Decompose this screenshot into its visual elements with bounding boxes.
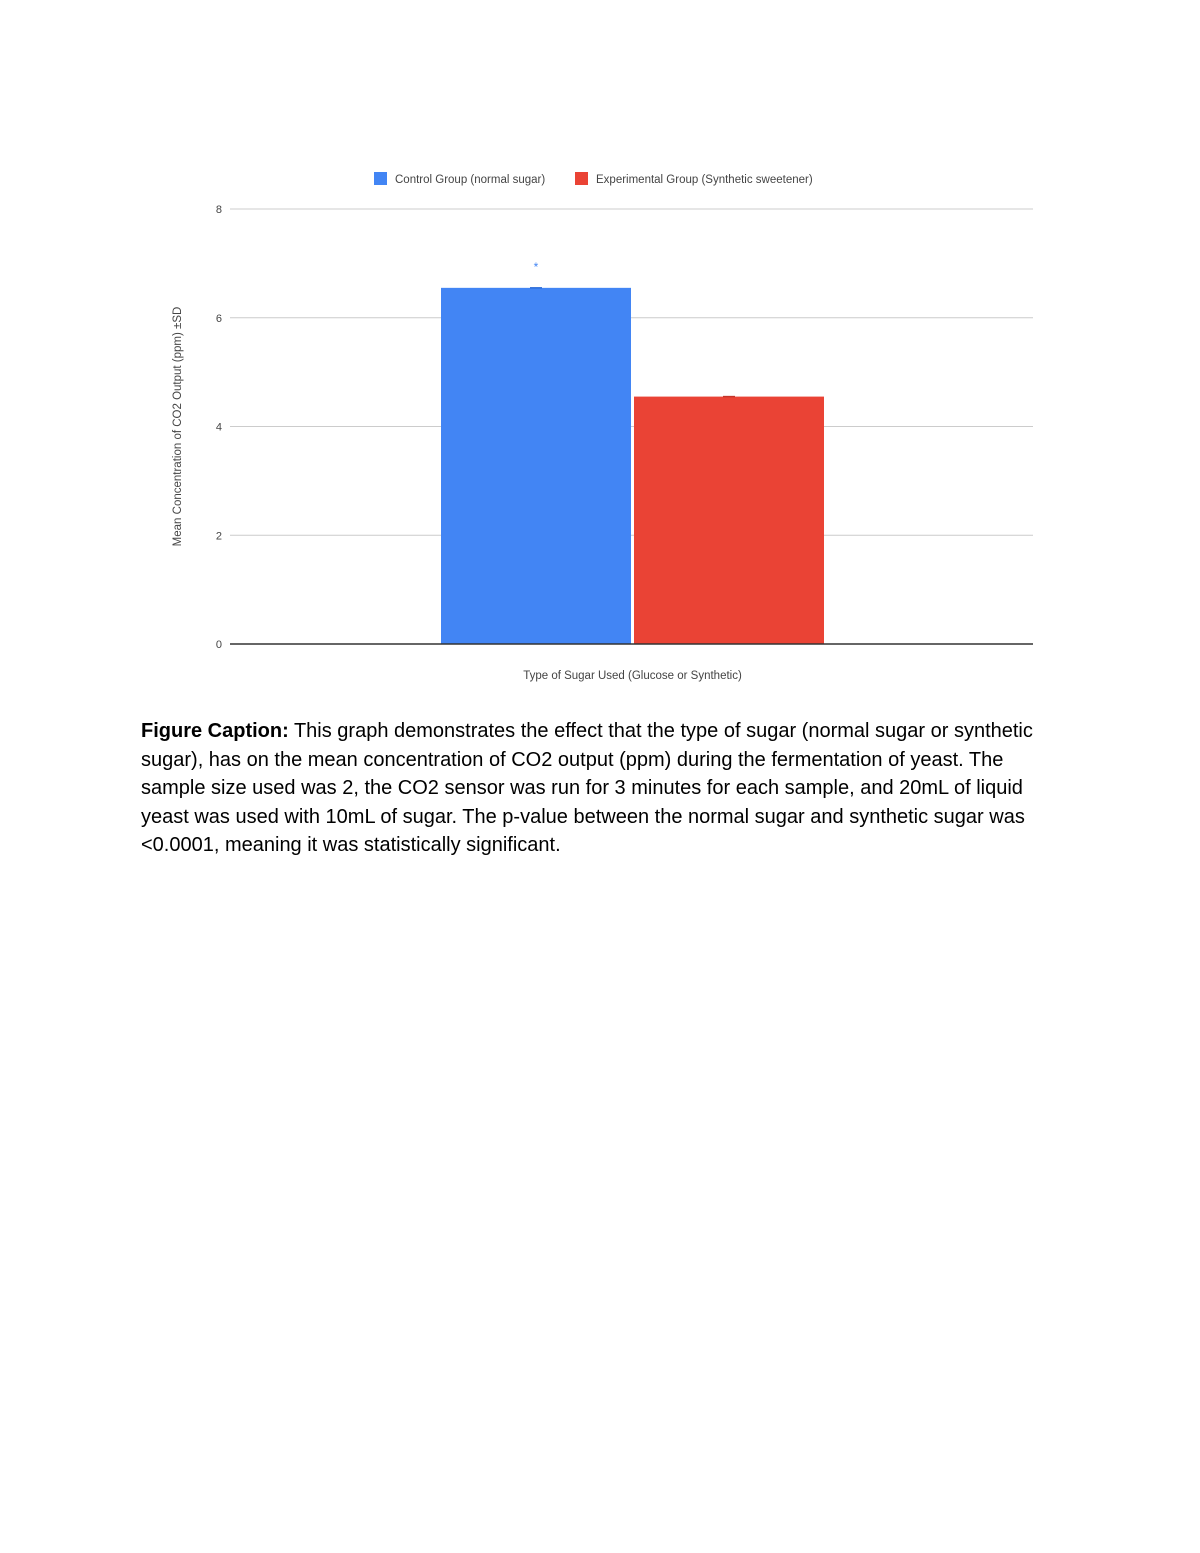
legend-swatch-1 — [575, 172, 588, 185]
y-tick-label-8: 8 — [215, 204, 222, 216]
bars — [441, 288, 824, 644]
caption-text: This graph demonstrates the effect that the type of sugar (normal sugar or synthetic sugar), has on the mean concentration of CO2 output (ppm) during the fermentation of yeast. The sample size used was 2, the CO2 sensor was run for 3 minutes for each sample, and 20mL of liquid yeast was used with 10mL of sugar. The p-value between the normal sugar and synthetic sugar was <0.0001, meaning it was statistically significant. — [141, 720, 1033, 857]
y-tick-label-0: 0 — [215, 639, 222, 651]
x-axis-label: Type of Sugar Used (Glucose or Synthetic) — [523, 670, 742, 682]
caption-lead: Figure Caption: — [141, 720, 289, 742]
figure-caption — [141, 717, 1071, 860]
legend — [374, 172, 813, 186]
y-axis-label: Mean Concentration of CO2 Output (ppm) ±SD — [172, 306, 184, 547]
bar-control — [441, 288, 631, 644]
y-tick-label-4: 4 — [215, 421, 222, 434]
significance-star: * — [533, 259, 539, 274]
gridlines — [230, 209, 1033, 535]
y-axis-ticks — [216, 204, 222, 651]
bar-experimental — [634, 397, 824, 644]
y-tick-label-2: 2 — [215, 530, 222, 543]
y-tick-label-6: 6 — [215, 312, 222, 325]
bar-chart — [0, 0, 1200, 700]
legend-label-1: Experimental Group (Synthetic sweetener) — [596, 174, 813, 186]
annotations — [534, 260, 539, 274]
legend-label-0: Control Group (normal sugar) — [395, 174, 546, 186]
legend-swatch-0 — [374, 172, 387, 185]
